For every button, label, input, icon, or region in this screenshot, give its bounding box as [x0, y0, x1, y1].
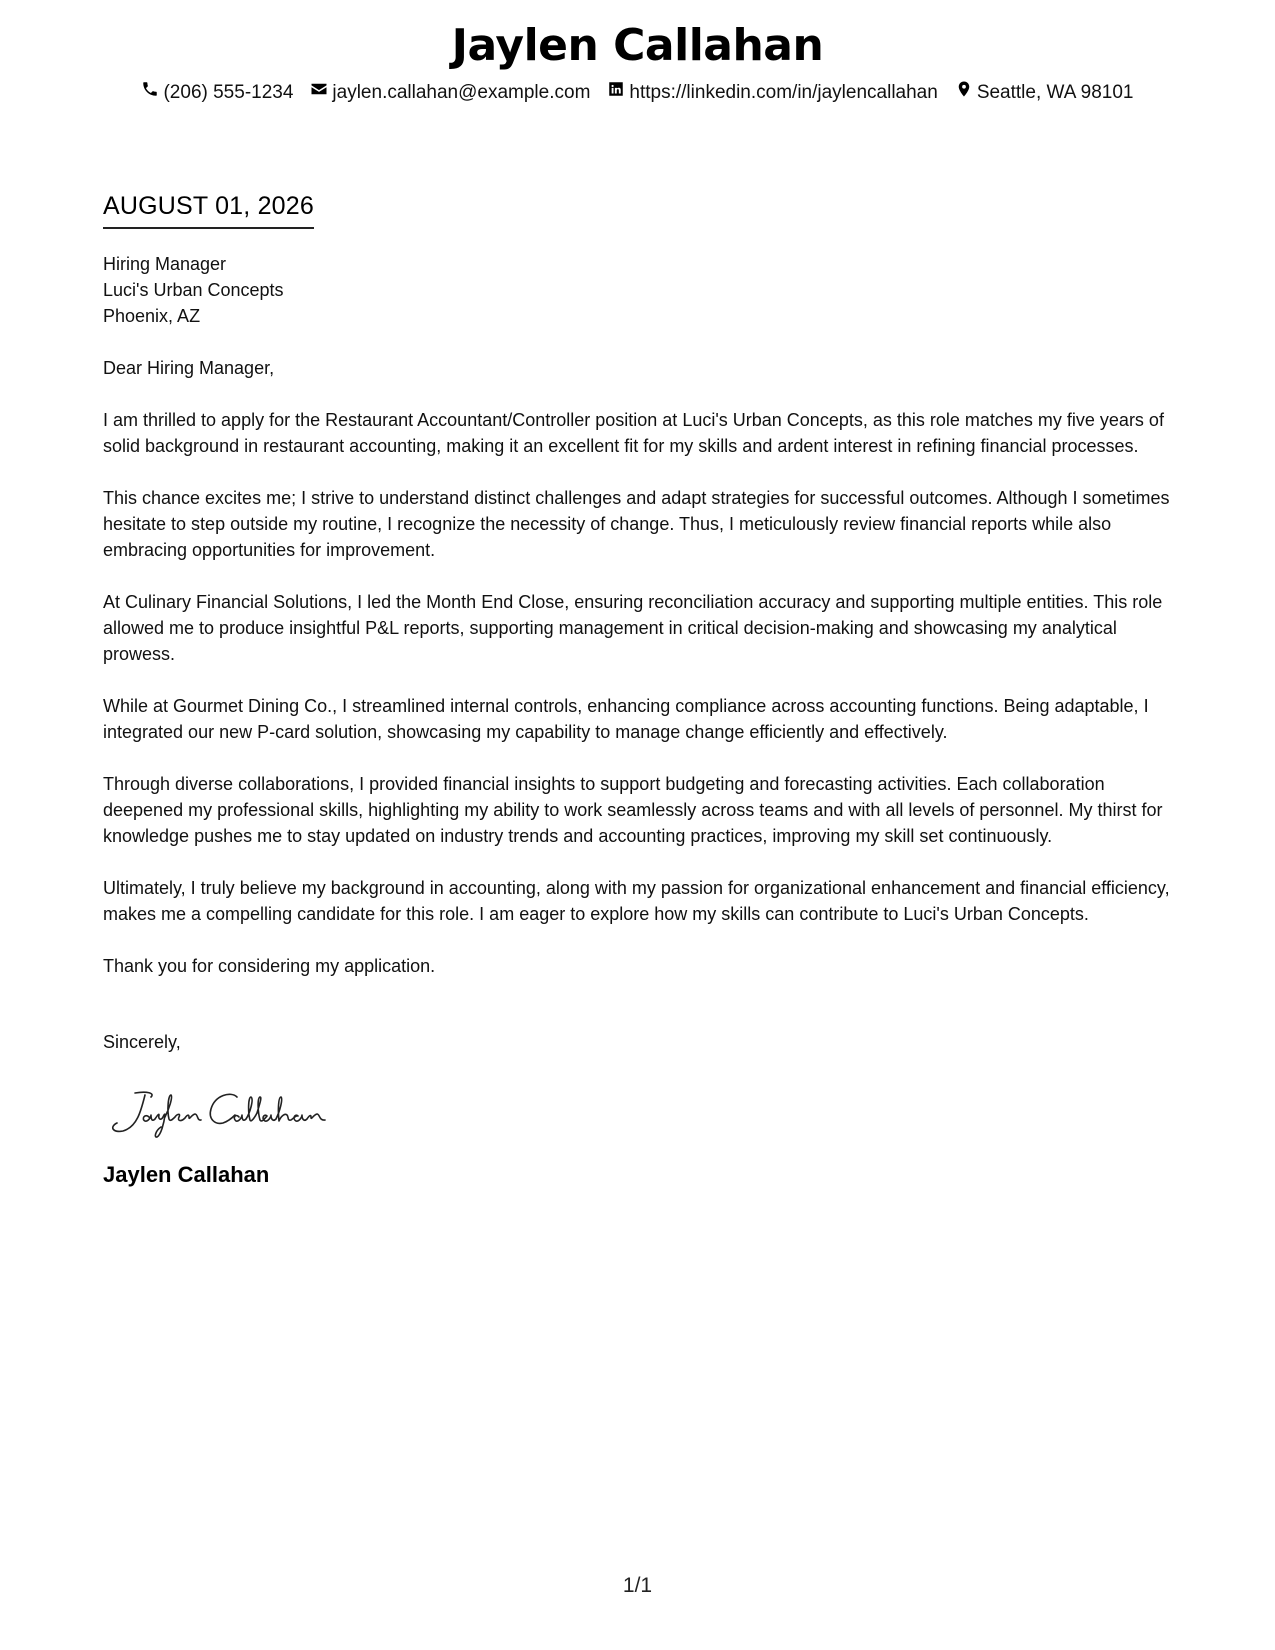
- map-marker-icon: [955, 80, 973, 106]
- envelope-icon: [310, 80, 328, 106]
- signer-name: Jaylen Callahan: [103, 1162, 270, 1187]
- letter-body: [103, 251, 1178, 1189]
- signature-image: [105, 1083, 1178, 1143]
- phone-text[interactable]: (206) 555-1234: [163, 82, 294, 103]
- spacer: [103, 979, 1178, 1005]
- salutation: Dear Hiring Manager,: [103, 358, 275, 378]
- paragraph: Ultimately, I truly believe my background in accounting, along with my passion for organizational enhancement and financial efficiency, makes me a compelling candidate for this role. I am eager to explore how my skills can contribute to Luci's Urban Concepts.: [103, 878, 1170, 924]
- applicant-name: Jaylen Callahan: [451, 20, 824, 71]
- recipient-title: Hiring Manager: [103, 254, 227, 274]
- email-text[interactable]: jaylen.callahan@example.com: [332, 82, 591, 103]
- paragraph: I am thrilled to apply for the Restaurant Accountant/Controller position at Luci's Urban Concepts, as this role matches my five years of solid background in restaurant accounting, making it an excellent fit for my skills and ardent interest in refining financial processes.: [103, 410, 1164, 456]
- contact-info: [0, 80, 1275, 106]
- date-block: [103, 190, 314, 229]
- paragraph: This chance excites me; I strive to understand distinct challenges and adapt strategies for successful outcomes. Although I sometimes hesitate to step outside my routine, I recognize the necessity of change. Thus, I meticulously review financial reports while also embracing opportunities for improvement.: [103, 488, 1170, 560]
- recipient-block: [103, 251, 1178, 329]
- recipient-location: Phoenix, AZ: [103, 306, 201, 326]
- closing: Sincerely,: [103, 1032, 181, 1052]
- paragraph: Through diverse collaborations, I provided financial insights to support budgeting and forecasting activities. Each collaboration deepened my professional skills, highlighting my ability to work seamlessly across teams and with all levels of personnel. My thirst for knowledge pushes me to stay updated on industry trends and accounting practices, improving my skill set continuously.: [103, 774, 1163, 846]
- page-number: 1/1: [622, 1574, 653, 1597]
- letter-header: [0, 18, 1275, 106]
- paragraph: Thank you for considering my application.: [103, 956, 436, 976]
- paragraph: At Culinary Financial Solutions, I led the Month End Close, ensuring reconciliation accuracy and supporting multiple entities. This role allowed me to produce insightful P&L reports, supporting management in critical decision-making and showcasing my analytical prowess.: [103, 592, 1163, 664]
- paragraph: While at Gourmet Dining Co., I streamlined internal controls, enhancing compliance across accounting functions. Being adaptable, I integrated our new P-card solution, showcasing my capability to manage change efficiently and effectively.: [103, 696, 1149, 742]
- phone-icon: [141, 80, 159, 106]
- contact-location: [955, 80, 1134, 106]
- contact-phone: [141, 80, 293, 106]
- letter-date: AUGUST 01, 2026: [103, 190, 314, 229]
- linkedin-url[interactable]: https://linkedin.com/in/jaylencallahan: [629, 82, 938, 103]
- contact-linkedin: [607, 80, 937, 106]
- contact-email: [310, 80, 590, 106]
- linkedin-icon: [607, 80, 625, 106]
- location-text: Seattle, WA 98101: [976, 82, 1134, 103]
- recipient-company: Luci's Urban Concepts: [103, 280, 284, 300]
